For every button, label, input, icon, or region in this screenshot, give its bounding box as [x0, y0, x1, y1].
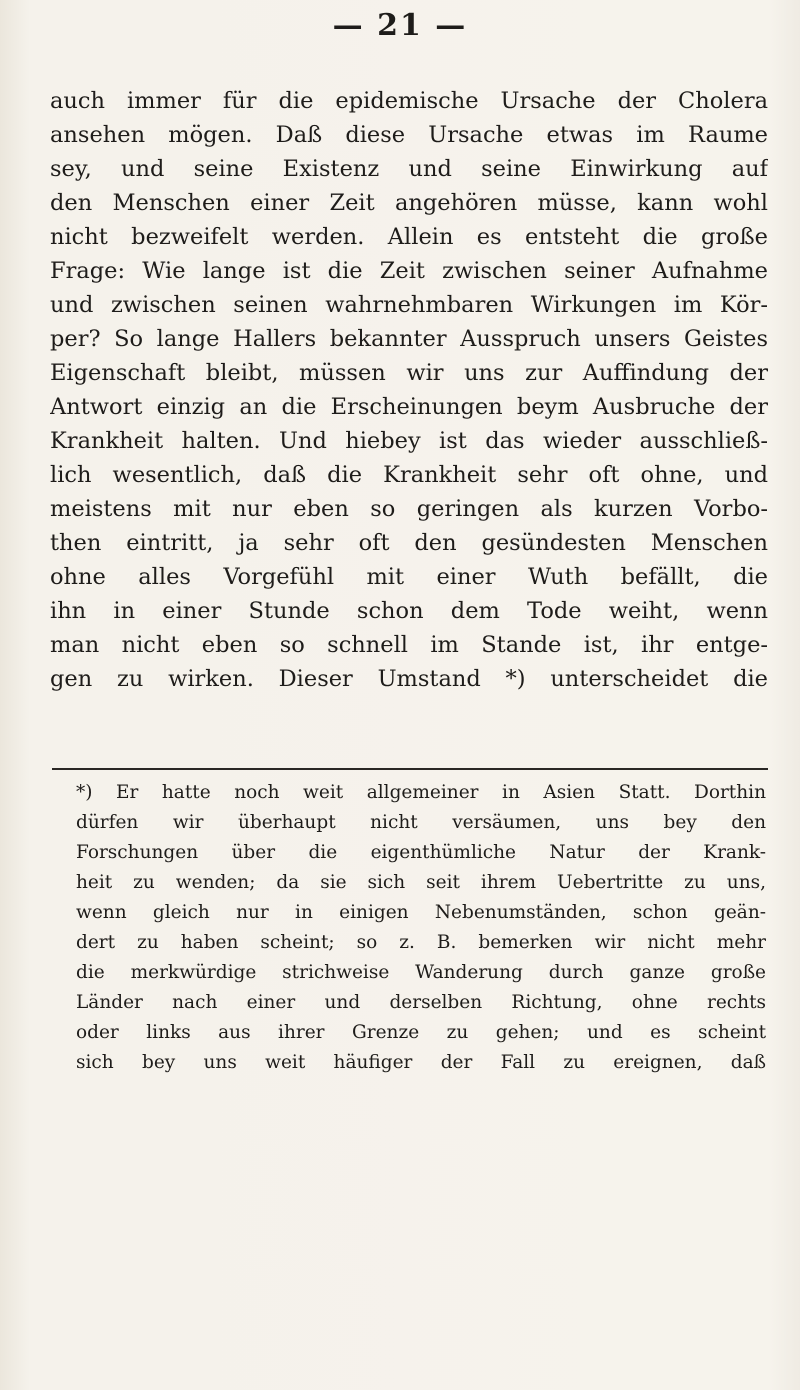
text-line: nicht bezweifelt werden. Allein es entsteht die große: [50, 224, 768, 250]
text-line: gen zu wirken. Dieser Umstand *) unterscheidet die: [50, 666, 768, 692]
footnote-line: oder links aus ihrer Grenze zu gehen; und es scheint: [76, 1022, 766, 1043]
text-line: und zwischen seinen wahrnehmbaren Wirkungen im Kör-: [50, 292, 768, 318]
text-line: Eigenschaft bleibt, müssen wir uns zur Auffindung der: [50, 360, 768, 386]
footnote-line: heit zu wenden; da sie sich seit ihrem Uebertritte zu uns,: [76, 872, 766, 893]
footnote-divider: [52, 768, 768, 770]
main-text: [50, 84, 768, 696]
text-line: ansehen mögen. Daß diese Ursache etwas im Raume: [50, 122, 768, 148]
text-line: Frage: Wie lange ist die Zeit zwischen seiner Aufnahme: [50, 258, 768, 284]
footnote-line: *) Er hatte noch weit allgemeiner in Asien Statt. Dorthin: [76, 782, 766, 803]
text-line: den Menschen einer Zeit angehören müsse, kann wohl: [50, 190, 768, 216]
footnote: [56, 778, 766, 1078]
footnote-line: Forschungen über die eigenthümliche Natur der Krank-: [76, 842, 766, 863]
text-line: Antwort einzig an die Erscheinungen beym Ausbruche der: [50, 394, 768, 420]
text-line: per? So lange Hallers bekannter Ausspruch unsers Geistes: [50, 326, 768, 352]
text-line: ihn in einer Stunde schon dem Tode weiht, wenn: [50, 598, 768, 624]
text-line: lich wesentlich, daß die Krankheit sehr oft ohne, und: [50, 462, 768, 488]
text-line: sey, und seine Existenz und seine Einwirkung auf: [50, 156, 768, 182]
footnote-line: dert zu haben scheint; so z. B. bemerken wir nicht mehr: [76, 932, 766, 953]
text-line: ohne alles Vorgefühl mit einer Wuth befällt, die: [50, 564, 768, 590]
text-line: then eintritt, ja sehr oft den gesündesten Menschen: [50, 530, 768, 556]
text-line: man nicht eben so schnell im Stande ist, ihr entge-: [50, 632, 768, 658]
footnote-line: Länder nach einer und derselben Richtung, ohne rechts: [76, 992, 766, 1013]
text-line: Krankheit halten. Und hiebey ist das wieder ausschließ-: [50, 428, 768, 454]
footnote-line: dürfen wir überhaupt nicht versäumen, uns bey den: [76, 812, 766, 833]
footnote-line: die merkwürdige strichweise Wanderung durch ganze große: [76, 962, 766, 983]
text-line: auch immer für die epidemische Ursache der Cholera: [50, 88, 768, 114]
footnote-line: sich bey uns weit häufiger der Fall zu ereignen, daß: [76, 1052, 766, 1073]
page-number: — 21 —: [332, 8, 468, 43]
text-line: meistens mit nur eben so geringen als kurzen Vorbo-: [50, 496, 768, 522]
footnote-line: wenn gleich nur in einigen Nebenumständen, schon geän-: [76, 902, 766, 923]
